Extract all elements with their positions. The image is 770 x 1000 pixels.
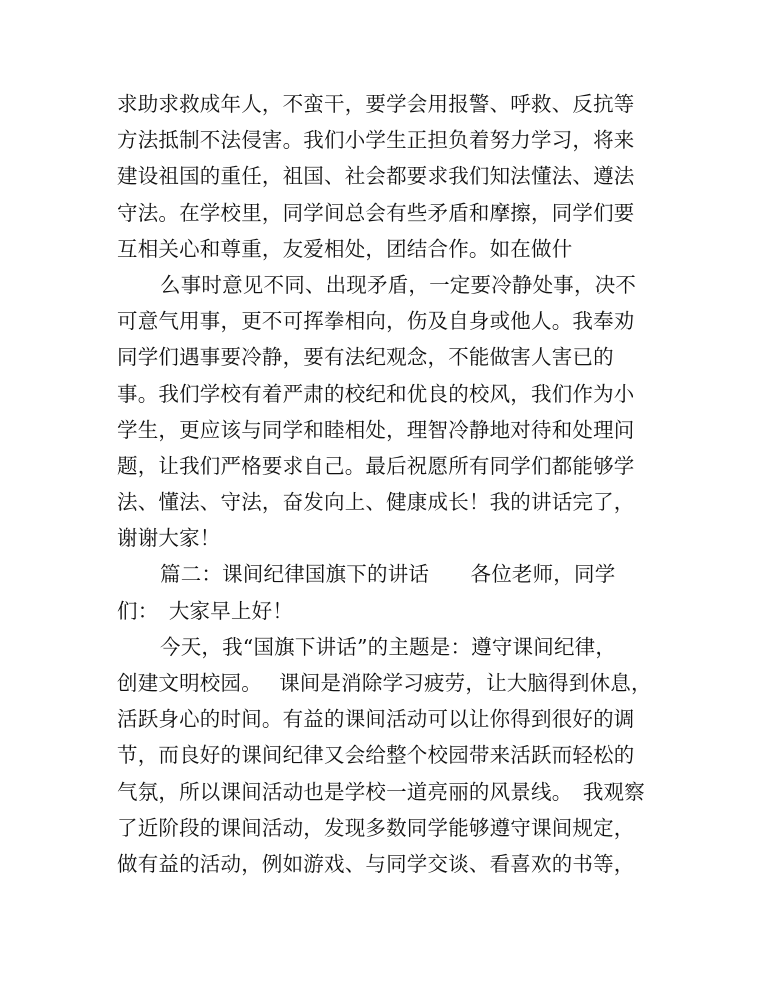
text-line: 了近阶段的课间活动，发现多数同学能够遵守课间规定， xyxy=(117,815,635,840)
text-line: 谢谢大家！ xyxy=(117,526,221,551)
text-line: 方法抵制不法侵害。我们小学生正担负着努力学习，将来 xyxy=(117,128,635,153)
text-line: 做有益的活动，例如游戏、与同学交谈、看喜欢的书等， xyxy=(117,851,635,876)
text-line: 求助求救成年人，不蛮干，要学会用报警、呼救、反抗等 xyxy=(117,92,635,116)
text-line: 守法。在学校里，同学间总会有些矛盾和摩擦，同学们要 xyxy=(117,200,635,225)
text-line: 活跃身心的时间。有益的课间活动可以让你得到很好的调 xyxy=(117,707,635,732)
text-line: 事。我们学校有着严肃的校纪和优良的校风，我们作为小 xyxy=(117,381,635,406)
text-line-indented: 今天，我“国旗下讲话”的主题是：遵守课间纪律， xyxy=(160,634,617,659)
document-body xyxy=(117,86,677,882)
text-line: 建设祖国的重任，祖国、社会都要求我们知法懂法、遵法 xyxy=(117,164,635,189)
text-line: 学生，更应该与同学和睦相处，理智冷静地对待和处理问 xyxy=(117,417,635,442)
section-heading-line: 篇二：课间纪律国旗下的讲话 各位老师，同学 xyxy=(160,562,616,587)
text-line: 创建文明校园。 课间是消除学习疲劳，让大脑得到休息， xyxy=(117,671,652,695)
text-line: 同学们遇事要冷静，要有法纪观念，不能做害人害已的 xyxy=(117,345,614,370)
text-line: 可意气用事，更不可挥拳相向，伤及自身或他人。我奉劝 xyxy=(117,309,635,334)
text-line: 互相关心和尊重，友爱相处，团结合作。如在做什 xyxy=(117,236,573,261)
text-line: 节，而良好的课间纪律又会给整个校园带来活跃而轻松的 xyxy=(117,743,635,768)
text-line: 气氛，所以课间活动也是学校一道亮丽的风景线。 我观察 xyxy=(117,779,645,804)
text-line: 们： 大家早上好！ xyxy=(117,598,294,623)
text-line: 法、懂法、守法，奋发向上、健康成长！我的讲话完了， xyxy=(117,490,635,515)
text-line-indented: 么事时意见不同、出现矛盾，一定要冷静处事，决不 xyxy=(160,272,637,297)
text-line: 题，让我们严格要求自己。最后祝愿所有同学们都能够学 xyxy=(117,453,635,478)
